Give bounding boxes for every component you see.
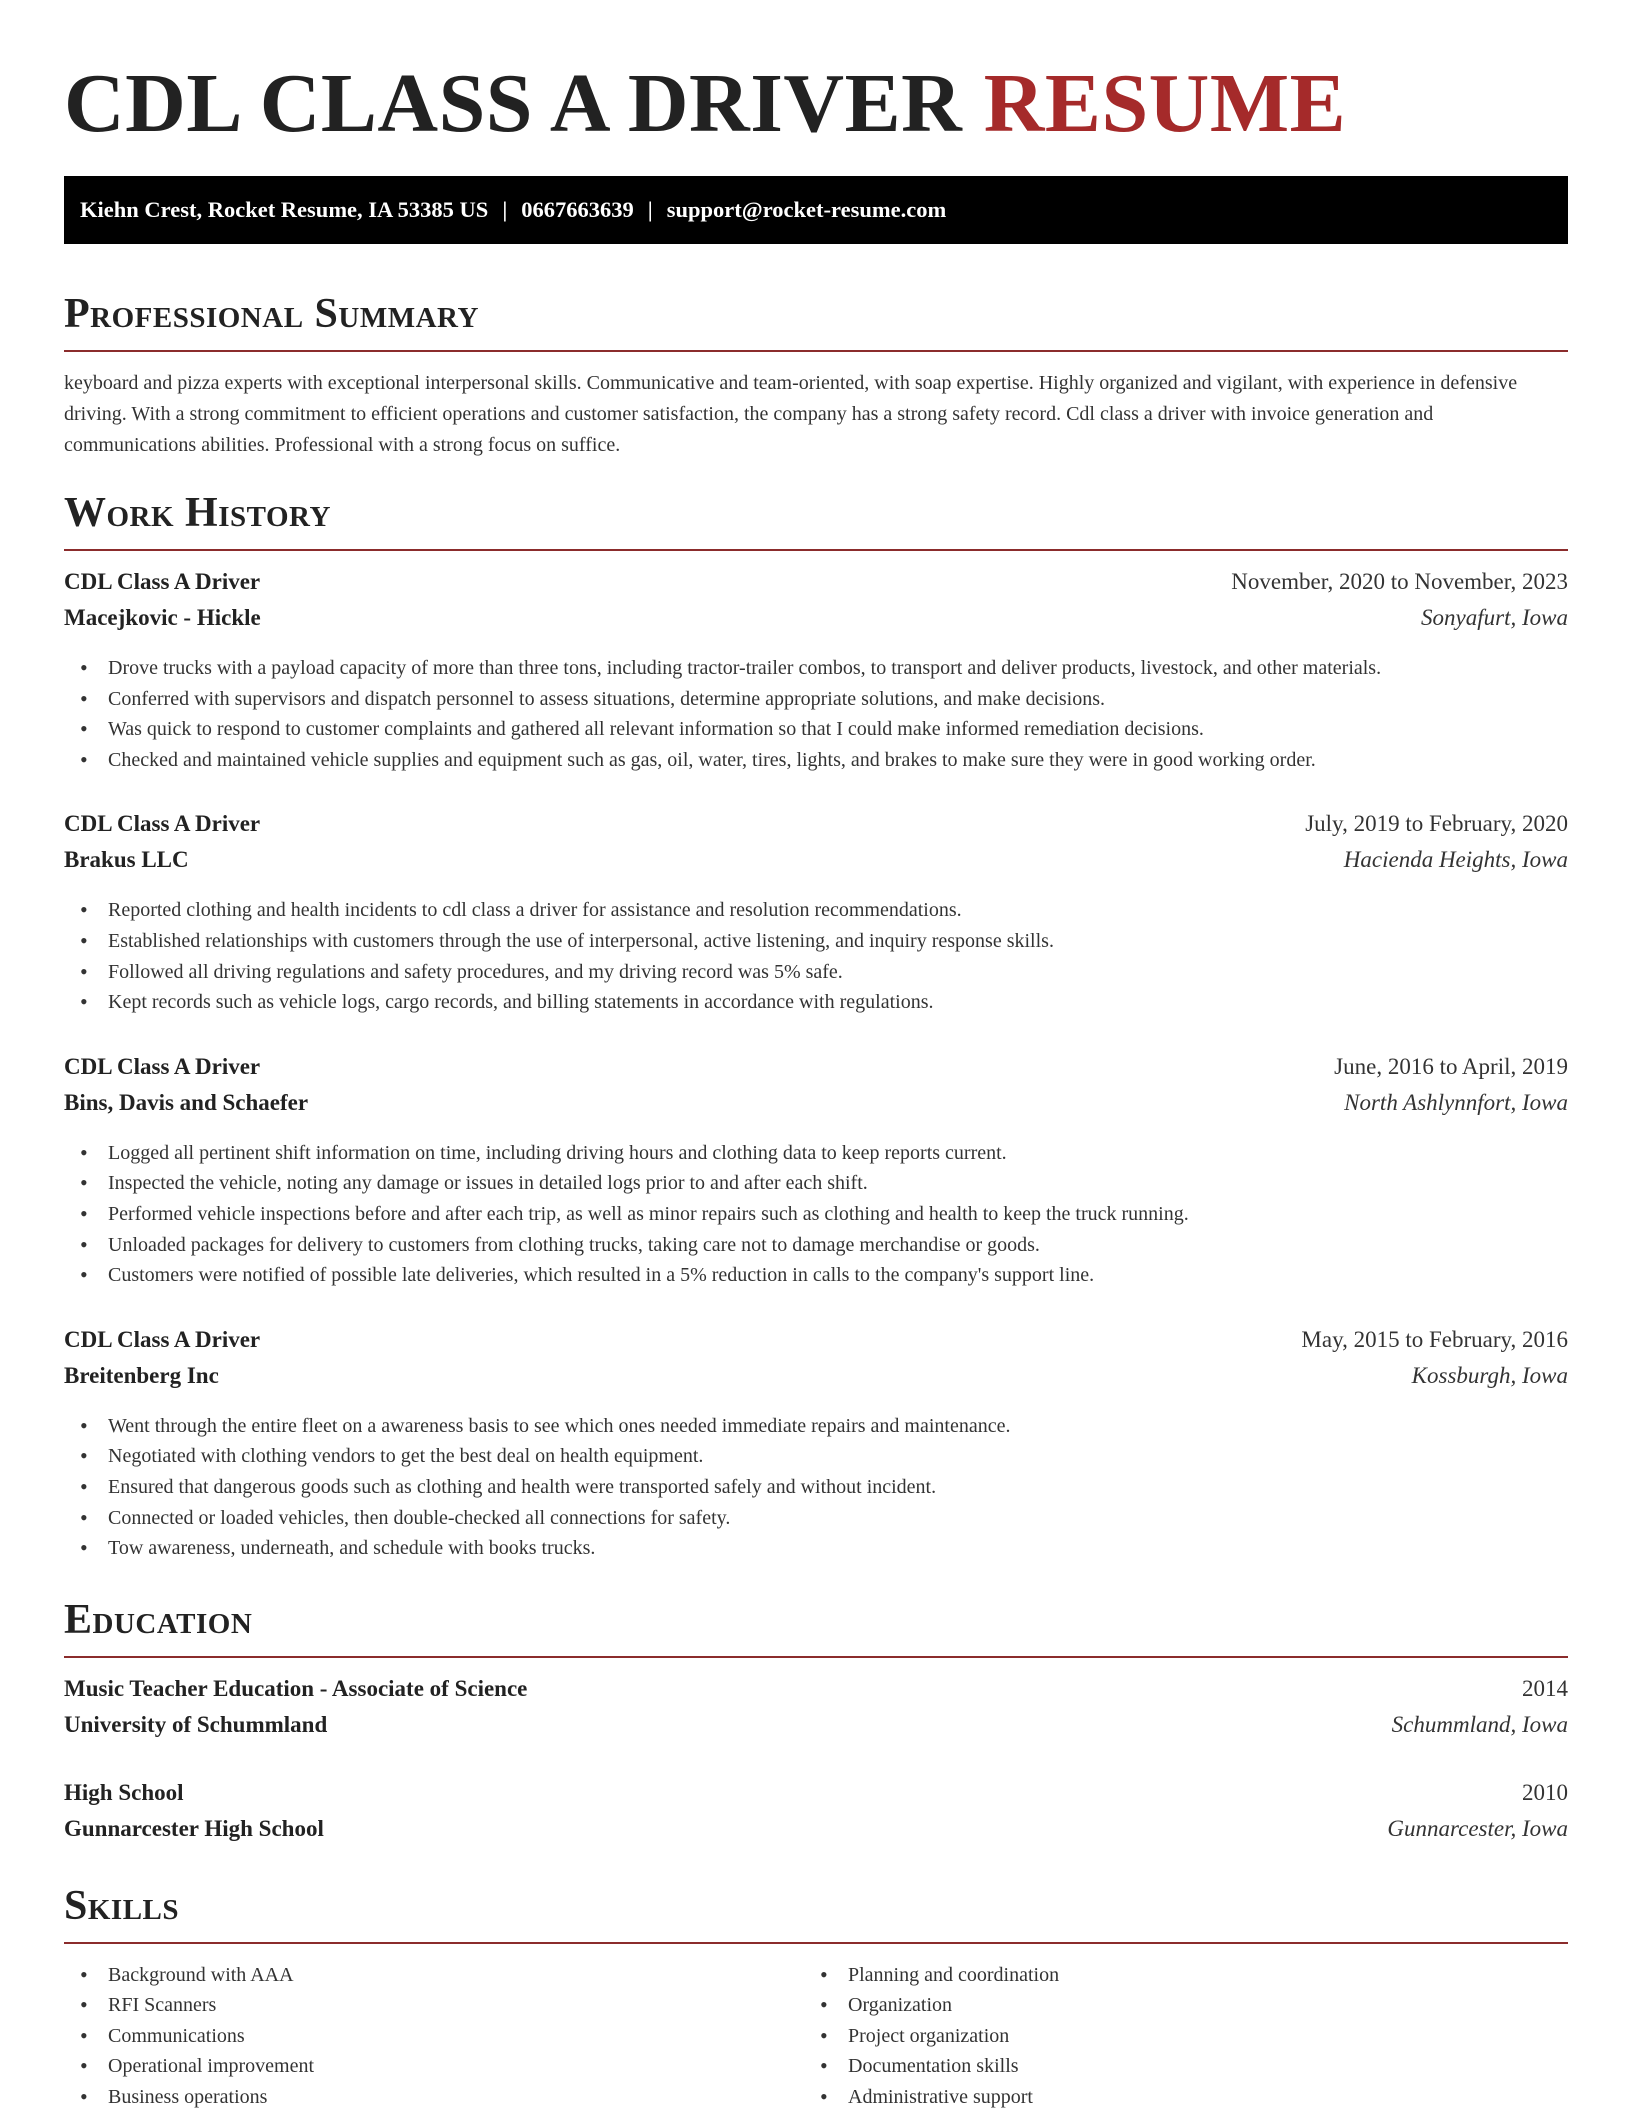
section-divider xyxy=(64,1656,1568,1658)
work-entry xyxy=(64,811,1568,1017)
list-item: • Kept records such as vehicle logs, cargo records, and billing statements in accordance with regulations. xyxy=(64,987,1568,1018)
job-location: North Ashlynnfort, Iowa xyxy=(1344,1089,1568,1115)
list-item: • Unloaded packages for delivery to customers from clothing trucks, taking care not to damage merchandise or goods. xyxy=(64,1230,1568,1261)
job-location: Sonyafurt, Iowa xyxy=(1421,605,1568,630)
skills-list xyxy=(64,1960,1568,2112)
section-divider xyxy=(64,350,1568,352)
job-company: Brakus LLC xyxy=(64,847,189,873)
education-year: 2014 xyxy=(1522,1675,1568,1701)
education-degree: Music Teacher Education - Associate of Science xyxy=(64,1675,528,1701)
contact-separator: | xyxy=(502,197,508,222)
list-item: • Was quick to respond to customer complaints and gathered all relevant information so that I could make informed remediation decisions. xyxy=(64,714,1568,745)
job-dates: May, 2015 to February, 2016 xyxy=(1301,1326,1568,1352)
skill-item: • Administrative support xyxy=(804,2082,1544,2112)
list-item: • Tow awareness, underneath, and schedule with books trucks. xyxy=(64,1533,1568,1564)
list-item: • Followed all driving regulations and safety procedures, and my driving record was 5% safe. xyxy=(64,957,1568,988)
skill-item: • Operational improvement xyxy=(64,2051,804,2082)
summary-text: keyboard and pizza experts with exceptional interpersonal skills. Communicative and team-oriented, with soap expertise. Highly organized and vigilant, with experience in defensive driving. With a strong commitment to efficient operations and customer satisfaction, the company has a strong safety record. Cdl class a driver with invoice generation and communications abilities. Professional with a strong focus on suffice. xyxy=(64,372,1518,456)
list-item: • Drove trucks with a payload capacity of more than three tons, including tractor-trailer combos, to transport and deliver products, livestock, and other materials. xyxy=(64,653,1568,684)
list-item: • Performed vehicle inspections before and after each trip, as well as minor repairs such as clothing and health to keep the truck running. xyxy=(64,1199,1568,1230)
job-bullets xyxy=(64,895,1568,1017)
skill-item: • Planning and coordination xyxy=(804,1960,1544,1991)
job-dates: November, 2020 to November, 2023 xyxy=(1231,569,1568,594)
skill-item: • Communications xyxy=(64,2021,804,2052)
skills-heading: Skills xyxy=(64,1882,180,1929)
job-title: CDL Class A Driver xyxy=(64,569,261,594)
job-location: Kossburgh, Iowa xyxy=(1411,1362,1568,1388)
section-divider xyxy=(64,1942,1568,1944)
skill-item: • RFI Scanners xyxy=(64,1990,804,2021)
contact-bar xyxy=(64,176,1568,244)
job-title: CDL Class A Driver xyxy=(64,1326,261,1352)
job-bullets xyxy=(64,1411,1568,1564)
skill-item: • Background with AAA xyxy=(64,1960,804,1991)
job-bullets xyxy=(64,1138,1568,1291)
education-year: 2010 xyxy=(1522,1779,1568,1805)
list-item: • Connected or loaded vehicles, then double-checked all connections for safety. xyxy=(64,1503,1568,1534)
list-item: • Conferred with supervisors and dispatch personnel to assess situations, determine appropriate solutions, and make decisions. xyxy=(64,684,1568,715)
education-school: University of Schummland xyxy=(64,1711,328,1737)
contact-address: Kiehn Crest, Rocket Resume, IA 53385 US xyxy=(80,197,489,222)
contact-email[interactable]: support@rocket-resume.com xyxy=(666,197,947,222)
education-degree: High School xyxy=(64,1779,184,1805)
education-location: Gunnarcester, Iowa xyxy=(1387,1815,1568,1841)
work-entry xyxy=(64,1327,1568,1564)
education-school: Gunnarcester High School xyxy=(64,1815,324,1841)
list-item: • Established relationships with customers through the use of interpersonal, active listening, and inquiry response skills. xyxy=(64,926,1568,957)
summary-heading: Professional Summary xyxy=(64,291,479,337)
list-item: • Checked and maintained vehicle supplies and equipment such as gas, oil, water, tires, lights, and brakes to make sure they were in good working order. xyxy=(64,745,1568,776)
skill-item: • Organization xyxy=(804,1990,1544,2021)
education-heading: Education xyxy=(64,1596,253,1643)
education-entry xyxy=(64,1676,1568,1748)
title-main: CDL CLASS A DRIVER xyxy=(64,57,963,150)
skill-item: • Documentation skills xyxy=(804,2051,1544,2082)
list-item: • Negotiated with clothing vendors to get the best deal on health equipment. xyxy=(64,1441,1568,1472)
job-company: Bins, Davis and Schaefer xyxy=(64,1089,309,1115)
job-title: CDL Class A Driver xyxy=(64,811,261,837)
work-history-heading: Work History xyxy=(64,490,331,536)
job-dates: July, 2019 to February, 2020 xyxy=(1305,811,1568,837)
section-divider xyxy=(64,549,1568,551)
work-entry xyxy=(64,1054,1568,1291)
list-item: • Inspected the vehicle, noting any damage or issues in detailed logs prior to and after each shift. xyxy=(64,1168,1568,1199)
contact-phone[interactable]: 0667663639 xyxy=(521,197,634,222)
work-entry xyxy=(64,569,1568,775)
skills-column-left xyxy=(64,1960,804,2112)
list-item: • Went through the entire fleet on a awareness basis to see which ones needed immediate repairs and maintenance. xyxy=(64,1411,1568,1442)
job-company: Macejkovic - Hickle xyxy=(64,605,261,630)
education-location: Schummland, Iowa xyxy=(1391,1711,1568,1737)
resume-title xyxy=(64,56,1568,152)
education-entry xyxy=(64,1780,1568,1852)
list-item: • Customers were notified of possible late deliveries, which resulted in a 5% reduction in calls to the company's support line. xyxy=(64,1260,1568,1291)
contact-separator: | xyxy=(647,197,653,222)
job-dates: June, 2016 to April, 2019 xyxy=(1334,1053,1568,1079)
skill-item: • Business operations xyxy=(64,2082,804,2112)
list-item: • Logged all pertinent shift information on time, including driving hours and clothing data to keep reports current. xyxy=(64,1138,1568,1169)
list-item: • Ensured that dangerous goods such as clothing and health were transported safely and without incident. xyxy=(64,1472,1568,1503)
job-title: CDL Class A Driver xyxy=(64,1053,261,1079)
list-item: • Reported clothing and health incidents to cdl class a driver for assistance and resolution recommendations. xyxy=(64,895,1568,926)
title-accent: RESUME xyxy=(983,57,1347,150)
job-company: Breitenberg Inc xyxy=(64,1362,219,1388)
skill-item: • Project organization xyxy=(804,2021,1544,2052)
job-location: Hacienda Heights, Iowa xyxy=(1343,847,1568,873)
job-bullets xyxy=(64,653,1568,775)
skills-column-right xyxy=(804,1960,1544,2112)
